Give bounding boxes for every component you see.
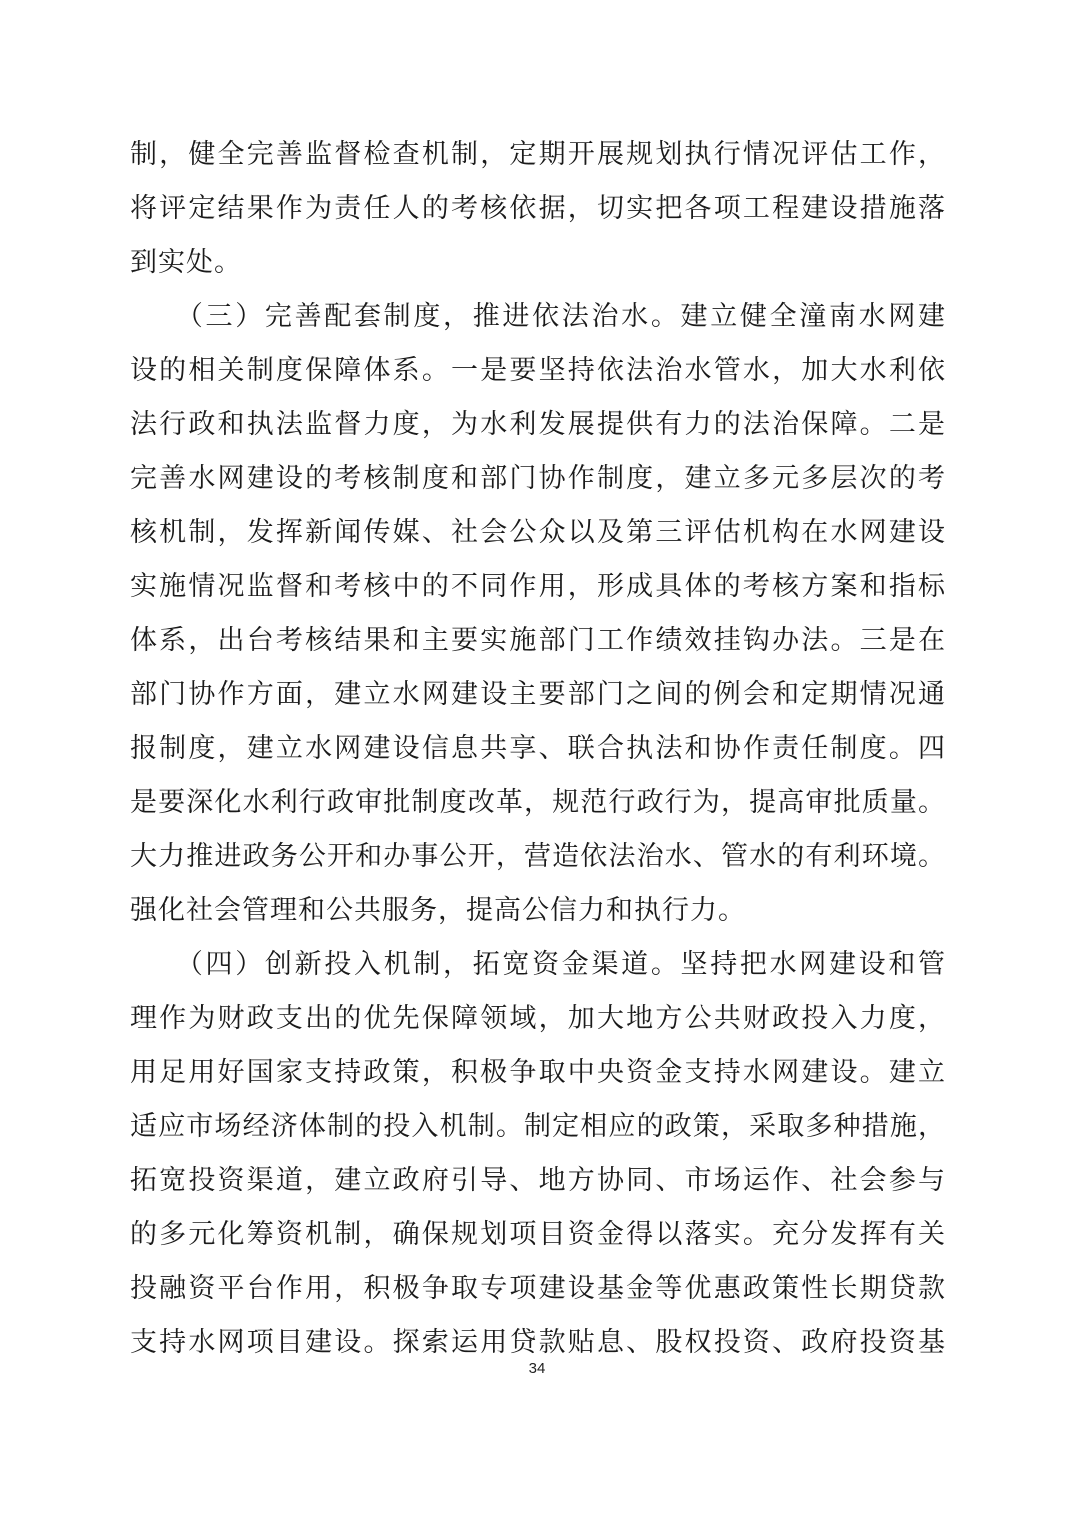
- text-line: 设的相关制度保障体系。一是要坚持依法治水管水，加大水利依: [130, 355, 946, 386]
- text-line: 适应市场经济体制的投入机制。制定相应的政策，采取多种措施，: [130, 1111, 946, 1142]
- body-text: [130, 128, 946, 1370]
- text-line: 投融资平台作用，积极争取专项建设基金等优惠政策性长期贷款: [130, 1273, 946, 1304]
- text-line: 用足用好国家支持政策，积极争取中央资金支持水网建设。建立: [130, 1057, 946, 1088]
- text-line: （三）完善配套制度，推进依法治水。建立健全潼南水网建: [130, 301, 946, 332]
- text-line: 大力推进政务公开和办事公开，营造依法治水、管水的有利环境。: [130, 841, 946, 872]
- page-number: 34: [528, 1360, 546, 1377]
- text-line: 核机制，发挥新闻传媒、社会公众以及第三评估机构在水网建设: [130, 517, 946, 548]
- text-line: 实施情况监督和考核中的不同作用，形成具体的考核方案和指标: [130, 571, 946, 602]
- text-line: （四）创新投入机制，拓宽资金渠道。坚持把水网建设和管: [130, 949, 946, 980]
- text-line: 理作为财政支出的优先保障领域，加大地方公共财政投入力度，: [130, 1003, 946, 1034]
- text-line: 的多元化筹资机制，确保规划项目资金得以落实。充分发挥有关: [130, 1219, 946, 1250]
- text-line: 报制度，建立水网建设信息共享、联合执法和协作责任制度。四: [130, 733, 946, 764]
- text-line: 是要深化水利行政审批制度改革，规范行政行为，提高审批质量。: [130, 787, 946, 818]
- text-line: 法行政和执法监督力度，为水利发展提供有力的法治保障。二是: [130, 409, 946, 440]
- text-line: 支持水网项目建设。探索运用贷款贴息、股权投资、政府投资基: [130, 1327, 946, 1358]
- text-line: 完善水网建设的考核制度和部门协作制度，建立多元多层次的考: [130, 463, 946, 494]
- text-line: 强化社会管理和公共服务，提高公信力和执行力。: [130, 895, 746, 926]
- text-line: 拓宽投资渠道，建立政府引导、地方协同、市场运作、社会参与: [130, 1165, 946, 1196]
- text-line: 制，健全完善监督检查机制，定期开展规划执行情况评估工作，: [130, 139, 946, 170]
- text-line: 体系，出台考核结果和主要实施部门工作绩效挂钩办法。三是在: [130, 625, 946, 656]
- text-line: 到实处。: [130, 247, 242, 278]
- text-line: 部门协作方面，建立水网建设主要部门之间的例会和定期情况通: [130, 679, 946, 710]
- text-line: 将评定结果作为责任人的考核依据，切实把各项工程建设措施落: [130, 193, 946, 224]
